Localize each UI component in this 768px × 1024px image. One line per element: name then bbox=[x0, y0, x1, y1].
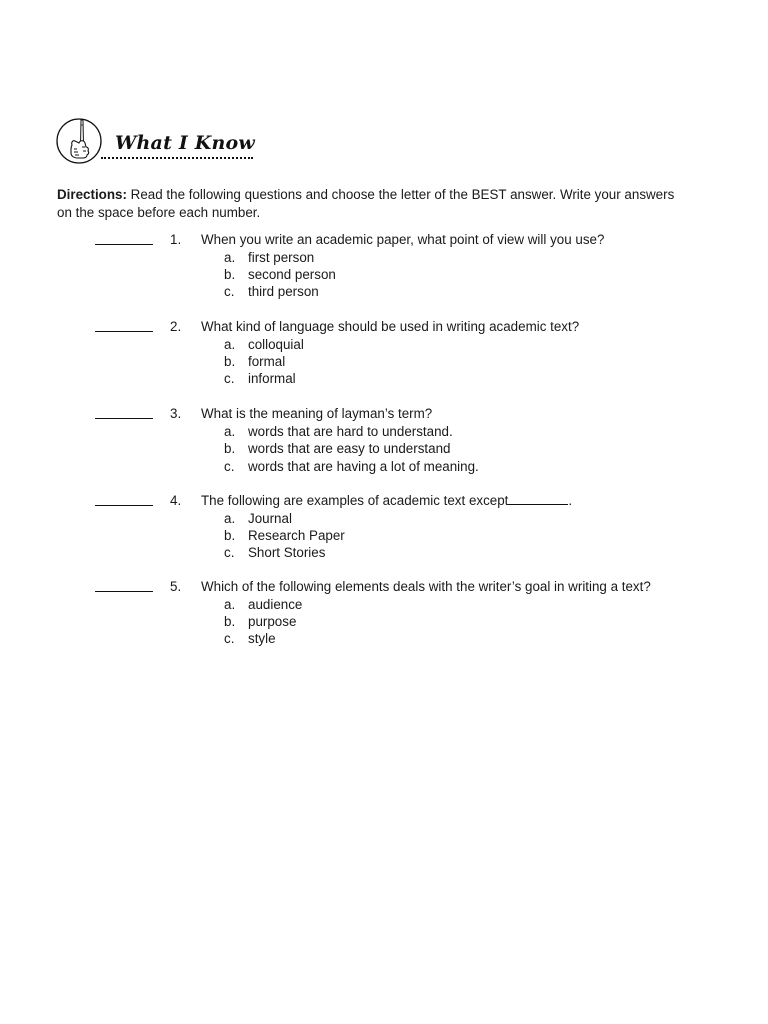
option-item bbox=[0, 597, 768, 614]
option-text: third person bbox=[248, 284, 319, 299]
option-letter: b. bbox=[224, 441, 236, 456]
question-text: What is the meaning of layman’s term? bbox=[201, 406, 433, 421]
question-number: 4. bbox=[170, 493, 182, 508]
option-letter: a. bbox=[224, 337, 236, 352]
option-text: words that are easy to understand bbox=[248, 441, 451, 456]
section-header bbox=[55, 116, 315, 168]
question-text-end: . bbox=[568, 493, 573, 508]
option-item bbox=[0, 284, 768, 301]
option-item bbox=[0, 614, 768, 631]
option-item bbox=[0, 354, 768, 371]
option-letter: a. bbox=[224, 511, 236, 526]
option-text: Short Stories bbox=[248, 545, 326, 560]
option-item bbox=[0, 511, 768, 528]
question-number: 3. bbox=[170, 406, 182, 421]
option-item bbox=[0, 424, 768, 441]
option-letter: c. bbox=[224, 371, 235, 386]
option-text: words that are hard to understand. bbox=[248, 424, 453, 439]
answer-blank[interactable] bbox=[95, 418, 153, 419]
question-number: 1. bbox=[170, 232, 182, 247]
option-text: Journal bbox=[248, 511, 292, 526]
option-item bbox=[0, 441, 768, 458]
answer-blank[interactable] bbox=[95, 505, 153, 506]
hand-writing-pencil-icon bbox=[55, 116, 107, 168]
option-text: second person bbox=[248, 267, 336, 282]
inline-fill-blank bbox=[508, 493, 568, 505]
option-letter: b. bbox=[224, 267, 236, 282]
option-item bbox=[0, 371, 768, 388]
option-text: first person bbox=[248, 250, 315, 265]
option-letter: c. bbox=[224, 459, 235, 474]
option-item bbox=[0, 459, 768, 476]
option-letter: c. bbox=[224, 284, 235, 299]
option-text: Research Paper bbox=[248, 528, 345, 543]
option-letter: b. bbox=[224, 354, 236, 369]
option-text: audience bbox=[248, 597, 303, 612]
option-letter: b. bbox=[224, 614, 236, 629]
section-title: What I Know bbox=[115, 132, 255, 154]
directions-label: Directions: bbox=[57, 187, 127, 202]
option-letter: a. bbox=[224, 424, 236, 439]
question-number: 2. bbox=[170, 319, 182, 334]
option-letter: c. bbox=[224, 545, 235, 560]
option-text: words that are having a lot of meaning. bbox=[248, 459, 479, 474]
question-number: 5. bbox=[170, 579, 182, 594]
option-item bbox=[0, 267, 768, 284]
option-letter: a. bbox=[224, 250, 236, 265]
question-text-main: The following are examples of academic text except bbox=[201, 493, 509, 508]
option-item bbox=[0, 528, 768, 545]
option-text: formal bbox=[248, 354, 286, 369]
option-letter: b. bbox=[224, 528, 236, 543]
option-text: purpose bbox=[248, 614, 297, 629]
question-text: Which of the following elements deals with the writer’s goal in writing a text? bbox=[201, 579, 651, 594]
option-text: colloquial bbox=[248, 337, 304, 352]
question-text bbox=[201, 493, 572, 508]
answer-blank[interactable] bbox=[95, 244, 153, 245]
option-letter: a. bbox=[224, 597, 236, 612]
answer-blank[interactable] bbox=[95, 331, 153, 332]
option-item bbox=[0, 337, 768, 354]
option-item bbox=[0, 545, 768, 562]
option-item bbox=[0, 631, 768, 648]
question-text: When you write an academic paper, what point of view will you use? bbox=[201, 232, 605, 247]
directions-paragraph bbox=[57, 186, 687, 221]
answer-blank[interactable] bbox=[95, 591, 153, 592]
question-text: What kind of language should be used in writing academic text? bbox=[201, 319, 580, 334]
option-text: style bbox=[248, 631, 276, 646]
option-text: informal bbox=[248, 371, 296, 386]
option-item bbox=[0, 250, 768, 267]
option-letter: c. bbox=[224, 631, 235, 646]
title-dotted-underline bbox=[101, 154, 253, 159]
directions-text: Read the following questions and choose the letter of the BEST answer. Write your answers on the space before each number. bbox=[57, 187, 675, 220]
